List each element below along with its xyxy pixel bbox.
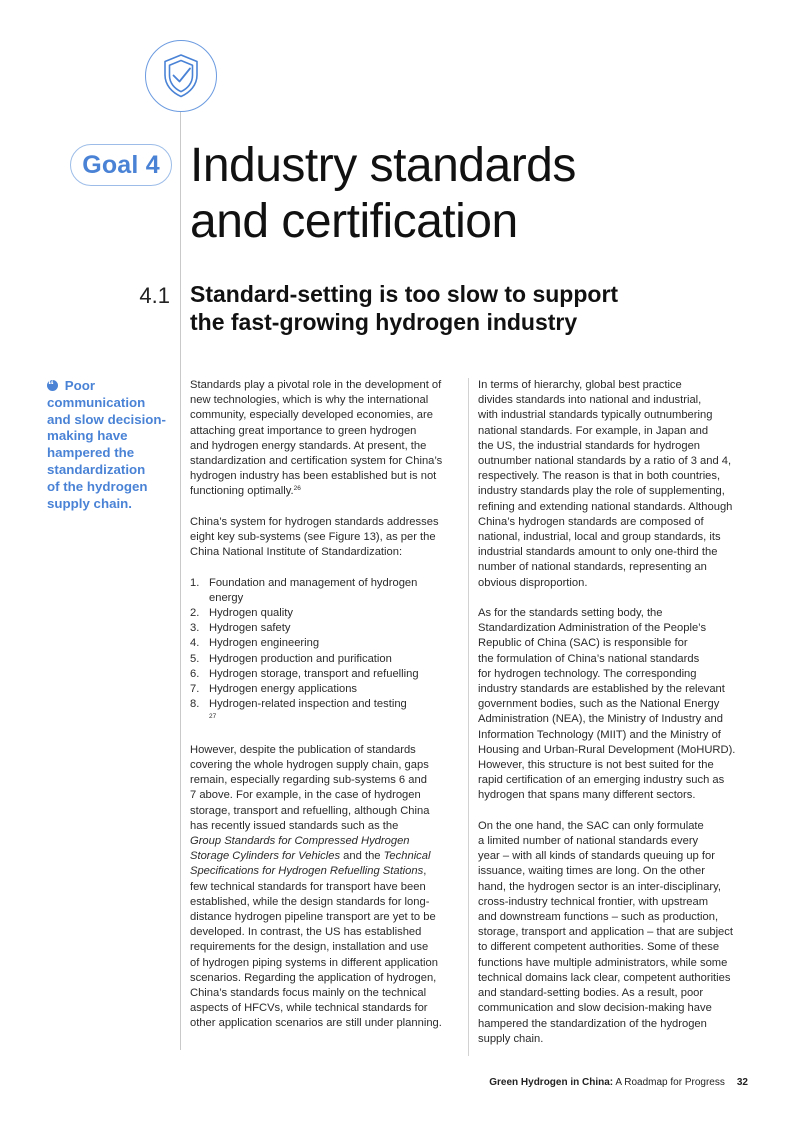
text-line: the US, the industrial standards for hydrogen <box>478 439 701 452</box>
list-text: Hydrogen storage, transport and refuelling <box>209 667 419 680</box>
text-line <box>190 834 458 849</box>
text-line: functions have multiple administrators, while some <box>478 956 728 969</box>
list-number: 5. <box>190 652 200 665</box>
list-number: 8. <box>190 698 200 711</box>
text-line: standardization and certification system for China’s <box>190 455 443 468</box>
list-text: Hydrogen quality <box>209 607 293 620</box>
text-line: new technologies, which is why the international <box>190 394 429 407</box>
text-line: industry standards are established by the relevant <box>478 683 725 696</box>
column-divider <box>468 378 469 1056</box>
text-line: with industrial standards typically outnumbering <box>478 409 713 422</box>
text-line: aspects of HFCVs, while technical standards for <box>190 1002 428 1015</box>
paragraph <box>478 606 750 804</box>
text-fragment: , <box>423 865 427 878</box>
text-line: of hydrogen piping systems in different application <box>190 956 438 969</box>
text-line: hydrogen industry has been established but is not <box>190 470 437 483</box>
text-line: the formulation of China’s national standards <box>478 652 700 665</box>
text-line: storage, transport and refuelling, although China <box>190 804 430 817</box>
text-line: and standard-setting bodies. As a result, poor <box>478 987 704 1000</box>
text-fragment: functioning optimally. <box>190 485 294 498</box>
list-item <box>190 682 458 697</box>
document-title: Specifications for Hydrogen Refuelling Stations <box>190 865 424 878</box>
pull-quote-line: supply chain. <box>47 495 132 511</box>
text-line: cross-industry technical frontier, with upstream <box>478 895 709 908</box>
subsystem-list <box>190 576 458 728</box>
text-line: requirements for the design, installation and use <box>190 941 429 954</box>
section-title <box>190 280 618 336</box>
list-text: Foundation and management of hydrogen <box>209 576 418 589</box>
text-line: to different competent authorities. Some of these <box>478 941 720 954</box>
text-line: government bodies, such as the National Energy <box>478 698 720 711</box>
text-line: In terms of hierarchy, global best practice <box>478 379 682 391</box>
text-line: few technical standards for transport have been <box>190 880 426 893</box>
paragraph <box>190 743 458 1032</box>
list-text: energy <box>209 591 244 604</box>
text-line: has recently issued standards such as the <box>190 819 399 832</box>
text-line: outnumber national standards by a ratio of 3 and 4, <box>478 455 732 468</box>
page-footer <box>489 1077 748 1088</box>
document-title: Technical <box>383 850 431 863</box>
list-item <box>190 667 458 682</box>
pull-quote-line: of the hydrogen <box>47 478 148 494</box>
page-title-line: and certification <box>190 195 518 248</box>
footnote-ref: 27 <box>209 713 217 721</box>
quote-icon <box>47 380 58 391</box>
paragraph <box>478 378 750 591</box>
document-title: Group Standards for Compressed Hydrogen <box>190 835 410 848</box>
list-text: Hydrogen energy applications <box>209 683 358 696</box>
text-line: refining and extending national standards. Although <box>478 500 733 513</box>
pull-quote-line: and slow decision- <box>47 411 166 427</box>
list-number: 3. <box>190 622 200 635</box>
text-line: obvious disproportion. <box>478 576 588 589</box>
text-line: communication and slow decision-making have <box>478 1002 712 1015</box>
document-title: Storage Cylinders for Vehicles <box>190 850 341 863</box>
text-line: for hydrogen technology. The corresponding <box>478 667 697 680</box>
text-line: industry standards play the role of supplementing, <box>478 485 725 498</box>
text-line: respectively. The reason is that in both countries, <box>478 470 721 483</box>
text-line <box>190 864 458 879</box>
list-number: 1. <box>190 576 200 589</box>
text-line: Administration (NEA), the Ministry of Industry and <box>478 713 723 726</box>
text-line: Standards play a pivotal role in the development of <box>190 379 442 391</box>
text-line: established, while the design standards for long- <box>190 895 430 908</box>
text-line: distance hydrogen pipeline transport are yet to be <box>190 911 436 924</box>
text-line <box>190 849 458 864</box>
text-line: storage, transport and application – that are subject <box>478 926 733 939</box>
text-line: 7 above. For example, in the case of hydrogen <box>190 789 421 802</box>
list-item <box>190 652 458 667</box>
text-line: and hydrogen energy standards. At present, the <box>190 439 427 452</box>
list-item <box>190 621 458 636</box>
list-number: 7. <box>190 683 200 696</box>
text-line: year – with all kinds of standards queuing up for <box>478 850 715 863</box>
paragraph <box>190 378 458 500</box>
text-line: number of national standards, representing an <box>478 561 707 574</box>
list-text: Hydrogen engineering <box>209 637 320 650</box>
section-title-line: the fast-growing hydrogen industry <box>190 309 578 335</box>
right-column <box>478 378 750 1062</box>
paragraph <box>190 515 458 561</box>
list-item <box>190 697 458 727</box>
list-number: 2. <box>190 607 200 620</box>
paragraph <box>478 819 750 1047</box>
report-title: Green Hydrogen in China: <box>489 1077 614 1088</box>
text-line: other application scenarios are still under planning. <box>190 1017 442 1030</box>
text-line: China’s system for hydrogen standards addresses <box>190 515 439 528</box>
pull-quote-line: standardization <box>47 461 146 477</box>
text-line: hydrogen that spans many different sectors. <box>478 789 696 802</box>
list-item <box>190 636 458 651</box>
text-line: divides standards into national and industrial, <box>478 394 702 407</box>
list-number: 6. <box>190 667 200 680</box>
pull-quote-line: Poor <box>64 378 95 393</box>
text-line: China National Institute of Standardization: <box>190 546 403 559</box>
text-line: technical domains lack clear, competent authorities <box>478 971 731 984</box>
text-line: community, especially developed economies, are <box>190 409 433 422</box>
text-line: On the one hand, the SAC can only formulate <box>478 819 704 832</box>
text-line: scenarios. Regarding the application of hydrogen, <box>190 971 437 984</box>
page-title-line: Industry standards <box>190 139 576 192</box>
pull-quote <box>47 378 175 512</box>
text-line: rapid certification of an emerging industry such as <box>478 774 725 787</box>
text-line: attaching great importance to green hydrogen <box>190 424 417 437</box>
pull-quote-line: communication <box>47 394 146 410</box>
text-line: industrial standards amount to only one-third the <box>478 546 718 559</box>
text-line: issuance, waiting times are long. On the other <box>478 865 705 878</box>
text-line: Information Technology (MIIT) and the Ministry of <box>478 728 721 741</box>
list-text: Hydrogen safety <box>209 622 291 635</box>
goal-label: Goal 4 <box>70 144 172 186</box>
text-line: As for the standards setting body, the <box>478 607 663 620</box>
list-item <box>190 606 458 621</box>
text-line: Standardization Administration of the People’s <box>478 622 707 635</box>
shield-check-icon <box>160 52 202 100</box>
list-text <box>209 697 458 727</box>
text-line: eight key sub-systems (see Figure 13), as per the <box>190 531 436 544</box>
pull-quote-line: hampered the <box>47 445 135 461</box>
text-line: hand, the hydrogen sector is an inter-disciplinary, <box>478 880 721 893</box>
text-line: Republic of China (SAC) is responsible for <box>478 637 688 650</box>
text-line: Housing and Urban-Rural Development (MoHURD). <box>478 743 736 756</box>
text-line: China’s standards focus mainly on the technical <box>190 987 427 1000</box>
text-fragment: Hydrogen-related inspection and testing <box>209 698 407 711</box>
text-line: hampered the standardization of the hydrogen <box>478 1017 707 1030</box>
left-column <box>190 378 458 1047</box>
text-line <box>190 484 458 499</box>
text-line: and downstream functions – such as production, <box>478 911 719 924</box>
text-line: remain, especially regarding sub-systems 6 and <box>190 774 427 787</box>
text-line: However, this structure is not best suited for the <box>478 759 714 772</box>
list-text: Hydrogen production and purification <box>209 652 392 665</box>
text-line: However, despite the publication of standards <box>190 743 416 756</box>
section-title-line: Standard-setting is too slow to support <box>190 281 619 307</box>
text-line: covering the whole hydrogen supply chain, gaps <box>190 759 429 772</box>
goal-badge <box>145 40 217 112</box>
report-subtitle: A Roadmap for Progress <box>613 1077 725 1088</box>
text-line: national, industrial, local and group standards, its <box>478 531 721 544</box>
page-title <box>190 138 576 250</box>
vertical-rule <box>180 105 181 1050</box>
text-line: supply chain. <box>478 1032 544 1045</box>
section-number: 4.1 <box>139 283 170 308</box>
text-line: China’s hydrogen standards are composed of <box>478 515 704 528</box>
footnote-ref: 26 <box>293 485 301 493</box>
text-line: a limited number of national standards every <box>478 835 699 848</box>
text-fragment: and the <box>340 850 384 863</box>
text-line: national standards. For example, in Japan and <box>478 424 709 437</box>
pull-quote-line: making have <box>47 428 128 444</box>
list-item <box>190 576 458 606</box>
list-number: 4. <box>190 637 200 650</box>
page-number: 32 <box>736 1077 748 1088</box>
text-line: developed. In contrast, the US has established <box>190 926 422 939</box>
